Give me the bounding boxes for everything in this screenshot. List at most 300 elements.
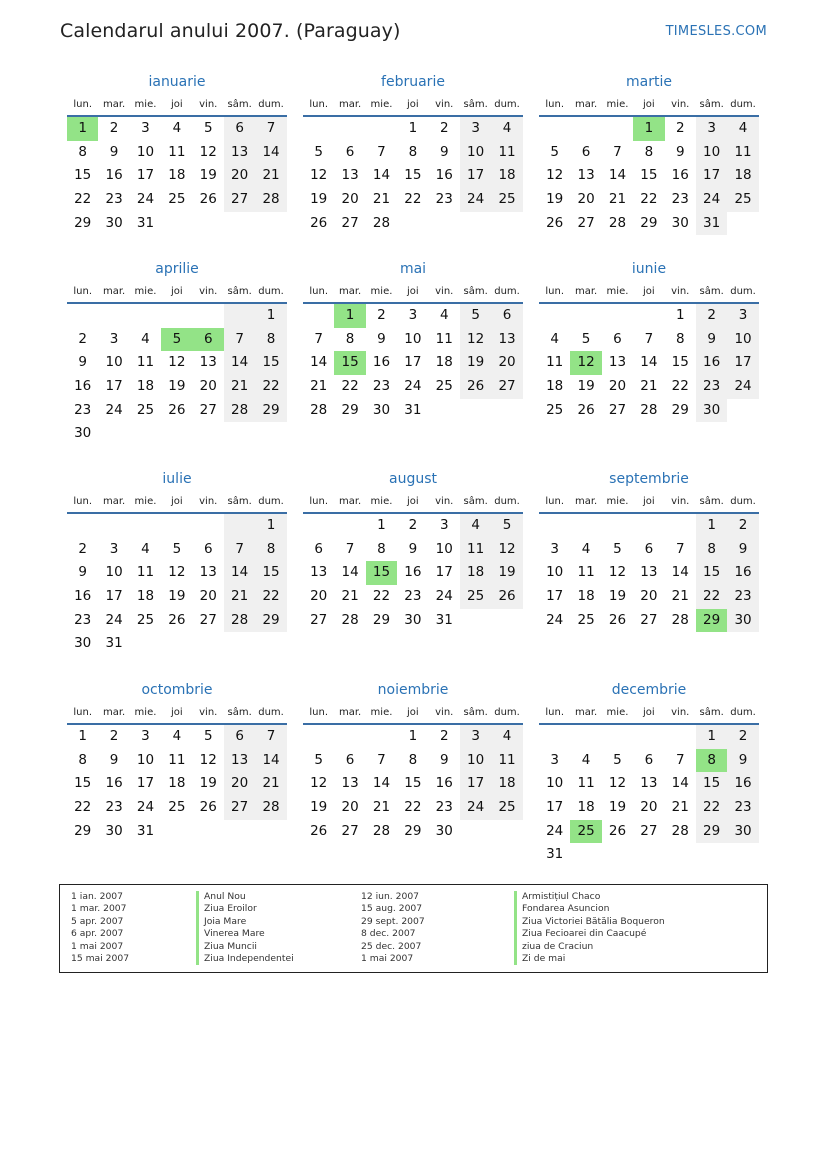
day-cell: 4	[491, 725, 522, 749]
empty-cell	[570, 725, 601, 749]
day-cell: 21	[372, 799, 391, 816]
weekday-label: vin.	[199, 707, 218, 718]
day-cell: 5	[314, 143, 323, 160]
day-cell: 20	[341, 191, 359, 208]
day-cell: 3	[109, 330, 119, 347]
day-cell: 1	[696, 725, 727, 749]
day-cell: 24	[404, 378, 422, 395]
empty-cell	[696, 843, 727, 867]
day-cell: 30	[372, 401, 391, 418]
day-cell: 30	[696, 399, 727, 423]
day-cell: 19	[546, 191, 564, 208]
weekday-label: mie.	[606, 496, 629, 507]
day-cell: 10	[546, 564, 564, 581]
empty-cell	[130, 514, 161, 538]
empty-cell	[193, 422, 224, 446]
day-cell: 10	[696, 141, 727, 165]
day-cell: 27	[341, 822, 359, 839]
day-cell: 28	[224, 609, 255, 633]
legend-date: 1 ian. 2007	[71, 891, 123, 902]
day-cell: 16	[435, 775, 453, 792]
empty-cell	[224, 212, 255, 236]
empty-cell	[303, 514, 334, 538]
day-cell: 21	[671, 799, 689, 816]
weekday-header	[539, 493, 759, 510]
day-cell: 15	[74, 167, 92, 184]
day-cell: 24	[460, 796, 491, 820]
empty-cell	[460, 212, 491, 236]
day-cell: 4	[460, 514, 491, 538]
weekday-label: dum.	[258, 496, 284, 507]
day-cell: 8	[255, 538, 286, 562]
day-grid	[539, 304, 759, 422]
empty-cell	[539, 304, 570, 328]
day-cell: 9	[675, 143, 685, 160]
day-cell: 3	[439, 517, 449, 533]
empty-cell	[224, 514, 255, 538]
day-cell: 22	[74, 799, 92, 816]
day-cell: 6	[581, 143, 591, 160]
day-cell: 7	[224, 328, 255, 352]
day-cell: 28	[255, 188, 286, 212]
day-cell: 29	[696, 609, 727, 633]
weekday-label: vin.	[435, 286, 454, 297]
day-cell: 15	[334, 351, 365, 375]
weekday-header	[303, 96, 523, 113]
weekday-label: sâm.	[699, 707, 724, 718]
day-cell: 11	[168, 751, 186, 768]
weekday-label: vin.	[671, 496, 690, 507]
day-cell: 27	[224, 796, 255, 820]
weekday-label: vin.	[671, 99, 690, 110]
legend-holiday-name: Ziua Fecioarei din Caacupé	[522, 928, 647, 940]
day-grid	[303, 514, 523, 632]
empty-cell	[570, 304, 601, 328]
day-cell: 3	[109, 540, 119, 557]
weekday-label: sâm.	[463, 496, 488, 507]
weekday-label: vin.	[199, 286, 218, 297]
day-cell: 14	[640, 354, 658, 371]
empty-cell	[397, 212, 428, 236]
day-cell: 11	[577, 775, 595, 792]
weekday-label: mar.	[338, 99, 362, 110]
day-cell: 28	[372, 822, 391, 839]
day-cell: 8	[644, 143, 654, 160]
day-cell: 26	[577, 401, 595, 418]
month-august	[303, 469, 523, 632]
day-cell: 27	[608, 401, 627, 418]
day-cell: 14	[310, 354, 328, 371]
empty-cell	[539, 514, 570, 538]
weekday-label: mar.	[102, 707, 126, 718]
weekday-label: dum.	[258, 286, 284, 297]
day-cell: 21	[671, 588, 689, 605]
day-cell: 15	[74, 775, 92, 792]
empty-cell	[193, 632, 224, 656]
weekday-label: joi	[643, 99, 655, 110]
empty-cell	[334, 514, 365, 538]
day-cell: 28	[671, 611, 689, 628]
day-cell: 21	[224, 585, 255, 609]
day-cell: 10	[136, 143, 155, 160]
month-iunie	[539, 259, 759, 422]
day-cell: 23	[372, 378, 391, 395]
day-cell: 7	[255, 117, 286, 141]
month-ianuarie	[67, 72, 287, 235]
day-cell: 14	[255, 141, 286, 165]
weekday-header	[539, 283, 759, 300]
day-cell: 12	[570, 351, 601, 375]
empty-cell	[303, 117, 334, 141]
month-name: aprilie	[155, 261, 199, 277]
weekday-label: sâm.	[227, 99, 252, 110]
empty-cell	[224, 820, 255, 844]
page-title: Calendarul anului 2007. (Paraguay)	[60, 20, 401, 42]
day-cell: 20	[341, 799, 359, 816]
day-cell: 29	[341, 401, 359, 418]
day-cell: 3	[408, 307, 418, 323]
month-name: februarie	[381, 74, 445, 90]
day-cell: 20	[491, 351, 522, 375]
day-cell: 7	[675, 540, 685, 557]
day-cell: 3	[727, 304, 758, 328]
day-cell: 27	[640, 822, 658, 839]
empty-cell	[366, 725, 397, 749]
day-cell: 12	[310, 775, 328, 792]
empty-cell	[193, 820, 224, 844]
legend-holiday-name: Ziua Independentei	[204, 953, 294, 965]
weekday-header	[539, 704, 759, 721]
day-cell: 10	[727, 328, 758, 352]
weekday-label: mie.	[606, 286, 629, 297]
day-cell: 4	[141, 540, 150, 557]
empty-cell	[161, 820, 192, 844]
day-cell: 29	[255, 399, 286, 423]
day-cell: 14	[224, 351, 255, 375]
day-cell: 7	[255, 725, 286, 749]
day-cell: 6	[345, 143, 355, 160]
day-cell: 4	[727, 117, 758, 141]
weekday-label: lun.	[545, 286, 565, 297]
weekday-label: dum.	[258, 707, 284, 718]
day-grid	[67, 725, 287, 843]
day-cell: 12	[199, 751, 217, 768]
empty-cell	[303, 304, 334, 328]
day-cell: 6	[613, 330, 622, 347]
day-cell: 16	[404, 564, 422, 581]
month-name: iulie	[162, 471, 192, 487]
day-cell: 29	[671, 401, 689, 418]
empty-cell	[539, 117, 570, 141]
day-cell: 22	[404, 799, 422, 816]
empty-cell	[602, 304, 633, 328]
day-cell: 6	[644, 751, 654, 768]
empty-cell	[429, 399, 460, 423]
weekday-label: sâm.	[699, 496, 724, 507]
day-cell: 21	[224, 375, 255, 399]
day-cell: 12	[608, 564, 627, 581]
day-cell: 26	[310, 214, 328, 231]
day-cell: 17	[460, 772, 491, 796]
day-cell: 5	[613, 751, 622, 768]
day-cell: 13	[640, 564, 658, 581]
day-grid	[303, 304, 523, 422]
weekday-label: joi	[407, 286, 419, 297]
day-cell: 18	[136, 378, 155, 395]
day-cell: 24	[435, 588, 453, 605]
day-cell: 23	[435, 799, 453, 816]
weekday-label: sâm.	[227, 286, 252, 297]
empty-cell	[255, 212, 286, 236]
day-cell: 26	[168, 611, 186, 628]
day-cell: 25	[168, 799, 186, 816]
day-cell: 13	[224, 141, 255, 165]
day-cell: 31	[546, 846, 564, 863]
day-cell: 16	[696, 351, 727, 375]
day-cell: 22	[341, 378, 359, 395]
day-cell: 19	[608, 799, 627, 816]
day-cell: 28	[255, 796, 286, 820]
day-cell: 24	[546, 822, 564, 839]
empty-cell	[429, 212, 460, 236]
day-cell: 12	[460, 328, 491, 352]
legend-dates-right	[361, 891, 425, 965]
day-grid	[539, 725, 759, 867]
empty-cell	[255, 422, 286, 446]
weekday-label: lun.	[309, 286, 329, 297]
day-cell: 11	[460, 538, 491, 562]
day-cell: 25	[460, 585, 491, 609]
day-cell: 22	[696, 585, 727, 609]
day-cell: 4	[581, 751, 591, 768]
day-cell: 6	[491, 304, 522, 328]
day-cell: 1	[255, 304, 286, 328]
day-grid	[67, 117, 287, 235]
legend-holiday-name: Ziua Victoriei Bătălia Boqueron	[522, 915, 665, 927]
day-cell: 5	[314, 751, 323, 768]
day-cell: 2	[78, 330, 87, 347]
day-cell: 21	[372, 191, 391, 208]
day-cell: 18	[168, 775, 186, 792]
day-cell: 10	[546, 775, 564, 792]
day-cell: 29	[696, 820, 727, 844]
day-cell: 16	[671, 167, 689, 184]
day-cell: 13	[491, 328, 522, 352]
day-cell: 19	[608, 588, 627, 605]
day-cell: 29	[74, 822, 92, 839]
day-cell: 19	[310, 799, 328, 816]
legend-names-left	[196, 891, 294, 965]
day-cell: 7	[345, 540, 355, 557]
day-cell: 7	[377, 751, 386, 768]
day-cell: 6	[224, 725, 255, 749]
day-cell: 28	[372, 214, 391, 231]
day-cell: 25	[435, 378, 453, 395]
empty-cell	[633, 843, 664, 867]
weekday-label: mar.	[102, 286, 126, 297]
weekday-label: vin.	[199, 99, 218, 110]
day-cell: 3	[460, 725, 491, 749]
day-cell: 8	[345, 330, 355, 347]
day-cell: 8	[408, 143, 418, 160]
day-cell: 8	[408, 751, 418, 768]
day-cell: 13	[577, 167, 595, 184]
empty-cell	[161, 212, 192, 236]
day-cell: 2	[439, 728, 449, 744]
empty-cell	[460, 820, 491, 844]
day-cell: 11	[727, 141, 758, 165]
day-cell: 14	[671, 775, 689, 792]
day-cell: 30	[74, 635, 92, 652]
day-cell: 29	[255, 609, 286, 633]
day-cell: 11	[546, 354, 564, 371]
day-cell: 16	[727, 772, 758, 796]
day-cell: 16	[727, 561, 758, 585]
day-cell: 17	[136, 775, 155, 792]
day-cell: 7	[377, 143, 386, 160]
day-cell: 28	[341, 611, 359, 628]
day-cell: 18	[168, 167, 186, 184]
day-cell: 14	[671, 564, 689, 581]
day-cell: 21	[608, 191, 627, 208]
day-cell: 26	[310, 822, 328, 839]
day-cell: 6	[203, 540, 213, 557]
weekday-label: dum.	[730, 496, 756, 507]
day-cell: 24	[105, 611, 123, 628]
day-cell: 5	[460, 304, 491, 328]
day-cell: 4	[581, 540, 591, 557]
weekday-label: sâm.	[227, 496, 252, 507]
weekday-label: joi	[643, 707, 655, 718]
empty-cell	[303, 725, 334, 749]
weekday-label: dum.	[730, 286, 756, 297]
day-cell: 26	[608, 611, 627, 628]
day-cell: 5	[161, 328, 192, 352]
day-cell: 2	[675, 120, 685, 136]
legend-holiday-name: Armistițiul Chaco	[522, 891, 601, 902]
day-cell: 14	[372, 775, 391, 792]
day-cell: 7	[224, 538, 255, 562]
day-cell: 22	[696, 796, 727, 820]
weekday-label: dum.	[730, 99, 756, 110]
day-cell: 20	[608, 378, 627, 395]
weekday-header	[303, 283, 523, 300]
weekday-label: vin.	[671, 286, 690, 297]
empty-cell	[161, 304, 192, 328]
legend-date: 5 apr. 2007	[71, 915, 124, 927]
empty-cell	[602, 843, 633, 867]
day-cell: 19	[310, 191, 328, 208]
day-cell: 30	[727, 609, 758, 633]
day-cell: 1	[377, 517, 386, 533]
day-cell: 25	[491, 796, 522, 820]
day-cell: 17	[105, 378, 123, 395]
month-name: mai	[399, 261, 427, 277]
day-cell: 3	[460, 117, 491, 141]
day-cell: 31	[136, 214, 155, 231]
day-cell: 27	[491, 375, 522, 399]
day-cell: 18	[727, 164, 758, 188]
day-cell: 13	[640, 775, 658, 792]
day-cell: 14	[372, 167, 391, 184]
day-cell: 5	[491, 514, 522, 538]
day-cell: 23	[105, 799, 123, 816]
empty-cell	[602, 725, 633, 749]
day-cell: 27	[199, 611, 217, 628]
empty-cell	[193, 212, 224, 236]
day-cell: 11	[168, 143, 186, 160]
weekday-label: joi	[407, 707, 419, 718]
day-cell: 3	[141, 120, 150, 136]
day-cell: 30	[404, 611, 422, 628]
empty-cell	[130, 304, 161, 328]
empty-cell	[665, 514, 696, 538]
day-cell: 8	[377, 540, 386, 557]
day-cell: 16	[372, 354, 391, 371]
weekday-label: sâm.	[699, 286, 724, 297]
weekday-label: lun.	[545, 496, 565, 507]
day-cell: 5	[581, 330, 591, 347]
weekday-label: joi	[171, 707, 183, 718]
day-cell: 5	[172, 540, 182, 557]
weekday-label: dum.	[494, 286, 520, 297]
weekday-label: vin.	[435, 496, 454, 507]
legend-holiday-name: Zi de mai	[522, 953, 566, 965]
day-cell: 24	[696, 188, 727, 212]
day-cell: 28	[310, 401, 328, 418]
day-cell: 4	[141, 330, 150, 347]
empty-cell	[491, 609, 522, 633]
empty-cell	[727, 212, 758, 236]
day-cell: 1	[67, 117, 98, 141]
empty-cell	[491, 399, 522, 423]
legend-holiday-name: Fondarea Asuncion	[522, 903, 610, 915]
day-cell: 1	[675, 307, 685, 323]
weekday-label: dum.	[494, 707, 520, 718]
day-cell: 28	[640, 401, 658, 418]
day-cell: 22	[255, 375, 286, 399]
day-cell: 20	[199, 378, 217, 395]
empty-cell	[98, 514, 129, 538]
weekday-label: lun.	[73, 99, 93, 110]
empty-cell	[193, 304, 224, 328]
day-cell: 9	[377, 330, 386, 347]
day-cell: 17	[727, 351, 758, 375]
weekday-header	[67, 96, 287, 113]
day-cell: 20	[224, 164, 255, 188]
day-cell: 21	[640, 378, 658, 395]
day-grid	[539, 117, 759, 235]
day-cell: 21	[341, 588, 359, 605]
brand-link[interactable]: TIMESLES.COM	[665, 24, 767, 39]
empty-cell	[98, 304, 129, 328]
weekday-header	[67, 493, 287, 510]
day-cell: 13	[341, 775, 359, 792]
day-cell: 12	[491, 538, 522, 562]
day-cell: 7	[314, 330, 323, 347]
empty-cell	[460, 399, 491, 423]
day-cell: 28	[671, 822, 689, 839]
month-name: august	[389, 471, 437, 487]
day-cell: 12	[168, 564, 186, 581]
day-cell: 15	[640, 167, 658, 184]
day-cell: 9	[408, 540, 418, 557]
empty-cell	[334, 725, 365, 749]
day-cell: 25	[136, 611, 155, 628]
weekday-header	[539, 96, 759, 113]
day-cell: 9	[727, 749, 758, 773]
weekday-label: joi	[407, 496, 419, 507]
